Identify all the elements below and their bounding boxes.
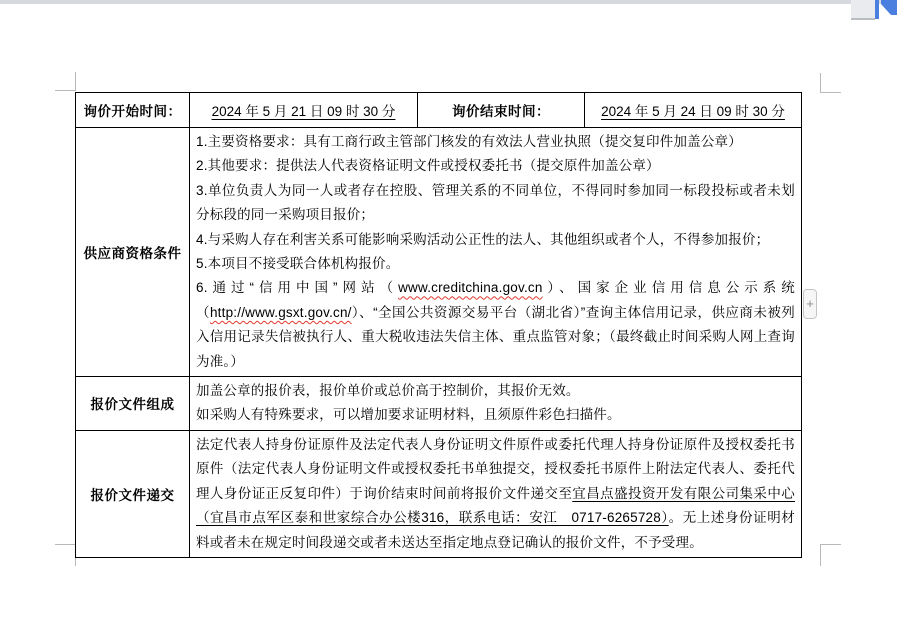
quote-file-submission-header: 报价文件递交 <box>76 430 190 557</box>
margin-crop-mark-bottom-right <box>820 544 841 566</box>
text-run: 如采购人有特殊要求，可以增加要求证明材料，且须原件彩色扫描件。 <box>196 407 621 423</box>
url-text-spellcheck: www.creditchina.gov.cn <box>398 280 543 296</box>
text-run: 2.其他要求：提供法人代表资格证明文件或授权委托书（提交原件加盖公章） <box>196 158 660 174</box>
paragraph <box>196 252 795 276</box>
canvas-top-edge <box>0 0 897 4</box>
text-run: ）、国家企业信用信息公示系统（ <box>196 280 795 320</box>
text-run: 。无上述身份证明材料或者未在规定时间段递交或者未送达至指定地点登记确认的报价文件，不予受理。 <box>196 510 795 550</box>
text-run: 加盖公章的报价表，报价单价或总价高于控制价，其报价无效。 <box>196 383 580 399</box>
margin-crop-mark-top-left <box>55 72 76 91</box>
text-run: 1.主要资格要求：具有工商行政主管部门核发的有效法人营业执照（提交复印件加盖公章） <box>196 134 742 149</box>
paragraph <box>196 379 795 403</box>
text-run: ）、“全国公共资源交易平台（湖北省）”查询主体信用记录，供应商未被列入信用记录失信被执行人、重大税收违法失信主体、重点监管对象；（最终截止时间采购人网上查询为准。） <box>196 304 795 369</box>
table-row-quote-file-composition <box>76 377 802 431</box>
clipped-blue-cursor-icon <box>881 0 897 16</box>
paragraph <box>196 154 795 178</box>
inquiry-end-time-label: 询价结束时间： <box>418 93 585 128</box>
margin-crop-mark-top-right <box>820 73 841 93</box>
paragraph <box>196 228 795 252</box>
table-row-schedule <box>76 93 802 128</box>
quote-file-composition-header: 报价文件组成 <box>76 377 190 431</box>
inquiry-end-time-value[interactable]: 2024 年 5 月 24 日 09 时 30 分 <box>585 93 802 128</box>
table-insert-plus-button[interactable]: + <box>803 289 817 319</box>
text-run: 3.单位负责人为同一人或者存在控股、管理关系的不同单位，不得同时参加同一标段投标或者未划分标段的同一采购项目报价； <box>196 182 795 223</box>
table-row-quote-file-submission <box>76 430 802 557</box>
margin-crop-mark-bottom-left <box>55 544 76 566</box>
supplier-qualification-header: 供应商资格条件 <box>76 128 190 377</box>
text-run: 6.通过“信用中国”网站（ <box>196 280 399 296</box>
paragraph <box>196 276 795 374</box>
inquiry-start-time-value[interactable]: 2024 年 5 月 21 日 09 时 30 分 <box>190 93 418 128</box>
text-run: 5.本项目不接受联合体机构报价。 <box>196 256 400 272</box>
inquiry-conditions-table <box>75 92 802 558</box>
paragraph <box>196 179 795 228</box>
paragraph <box>196 433 795 555</box>
underlined-text: 宜昌点盛投资开发有限公司集采中心（宜昌市点军区泰和世家综合办公楼316，联系电话：安江 0717-6265728） <box>196 485 795 526</box>
table-row-supplier-qualification <box>76 128 802 377</box>
text-run: 法定代表人持身份证原件及法定代表人身份证明文件原件或委托代理人持身份证原件及授权委托书原件（法定代表人身份证明文件或授权委托书单独提交，授权委托书原件上附法定代表人、委托代理人身份证正反复印件）于询价结束时间前将报价文件递交至 <box>196 436 795 501</box>
clipped-blue-element-bar <box>875 0 879 19</box>
inquiry-start-time-label: 询价开始时间： <box>76 93 190 128</box>
quote-file-composition-content[interactable] <box>190 377 802 431</box>
quote-file-submission-content[interactable] <box>190 430 802 557</box>
window-corner-block <box>851 0 875 20</box>
text-run: 4.与采购人存在利害关系可能影响采购活动公正性的法人、其他组织或者个人，不得参加报价； <box>196 231 770 247</box>
supplier-qualification-content[interactable] <box>190 128 802 377</box>
paragraph <box>196 130 795 154</box>
url-text-spellcheck: http://www.gsxt.gov.cn/ <box>209 304 352 320</box>
paragraph <box>196 403 795 427</box>
